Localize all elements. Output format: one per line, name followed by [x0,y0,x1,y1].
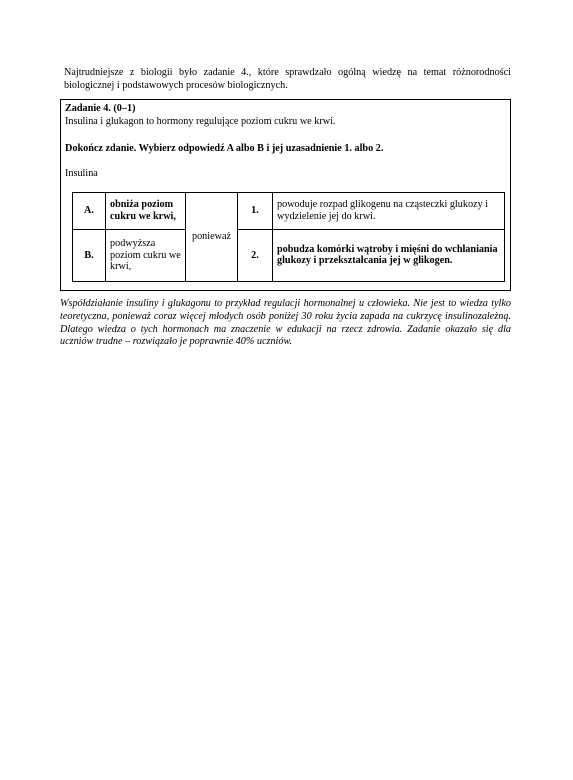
task-subject: Insulina [65,168,98,179]
option-b-letter[interactable]: B. [73,229,106,281]
option-b-text[interactable]: podwyższa poziom cukru we krwi, [106,229,186,281]
option-a-letter[interactable]: A. [73,193,106,230]
task-box [60,99,511,291]
task-statement: Insulina i glukagon to hormony regulujące poziom cukru we krwi. [65,116,336,127]
intro-paragraph: Najtrudniejsze z biologii było zadanie 4., które sprawdzało ogólną wiedzę na temat różnorodności biologicznej i podstawowych procesów biologicznych. [64,67,511,91]
reason-2-number[interactable]: 2. [238,229,273,281]
connector-cell: ponieważ [186,193,238,282]
reason-1-text[interactable]: powoduje rozpad glikogenu na cząsteczki glukozy i wydzielenie jej do krwi. [273,193,505,230]
table-row [73,229,505,281]
task-title: Zadanie 4. (0–1) [65,103,136,114]
table-row [73,193,505,230]
comment-paragraph: Współdziałanie insuliny i glukagonu to przykład regulacji hormonalnej u człowieka. Nie jest to wiedza tylko teoretyczna, ponieważ coraz więcej młodych osób poniżej 30 roku życia zapada na cukrzycę insulinozależną. Dlatego wiedza o tych hormonach ma znaczenie w edukacji na rzecz zdrowia. Zadanie okazało się dla uczniów trudne – rozwiązało je poprawnie 40% uczniów. [60,298,511,348]
option-a-text[interactable]: obniża poziom cukru we krwi, [106,193,186,230]
task-instruction: Dokończ zdanie. Wybierz odpowiedź A albo B i jej uzasadnienie 1. albo 2. [65,143,384,154]
answer-table [72,192,505,282]
reason-1-number[interactable]: 1. [238,193,273,230]
reason-2-text[interactable]: pobudza komórki wątroby i mięśni do wchłaniania glukozy i przekształcania jej w glikogen. [273,229,505,281]
